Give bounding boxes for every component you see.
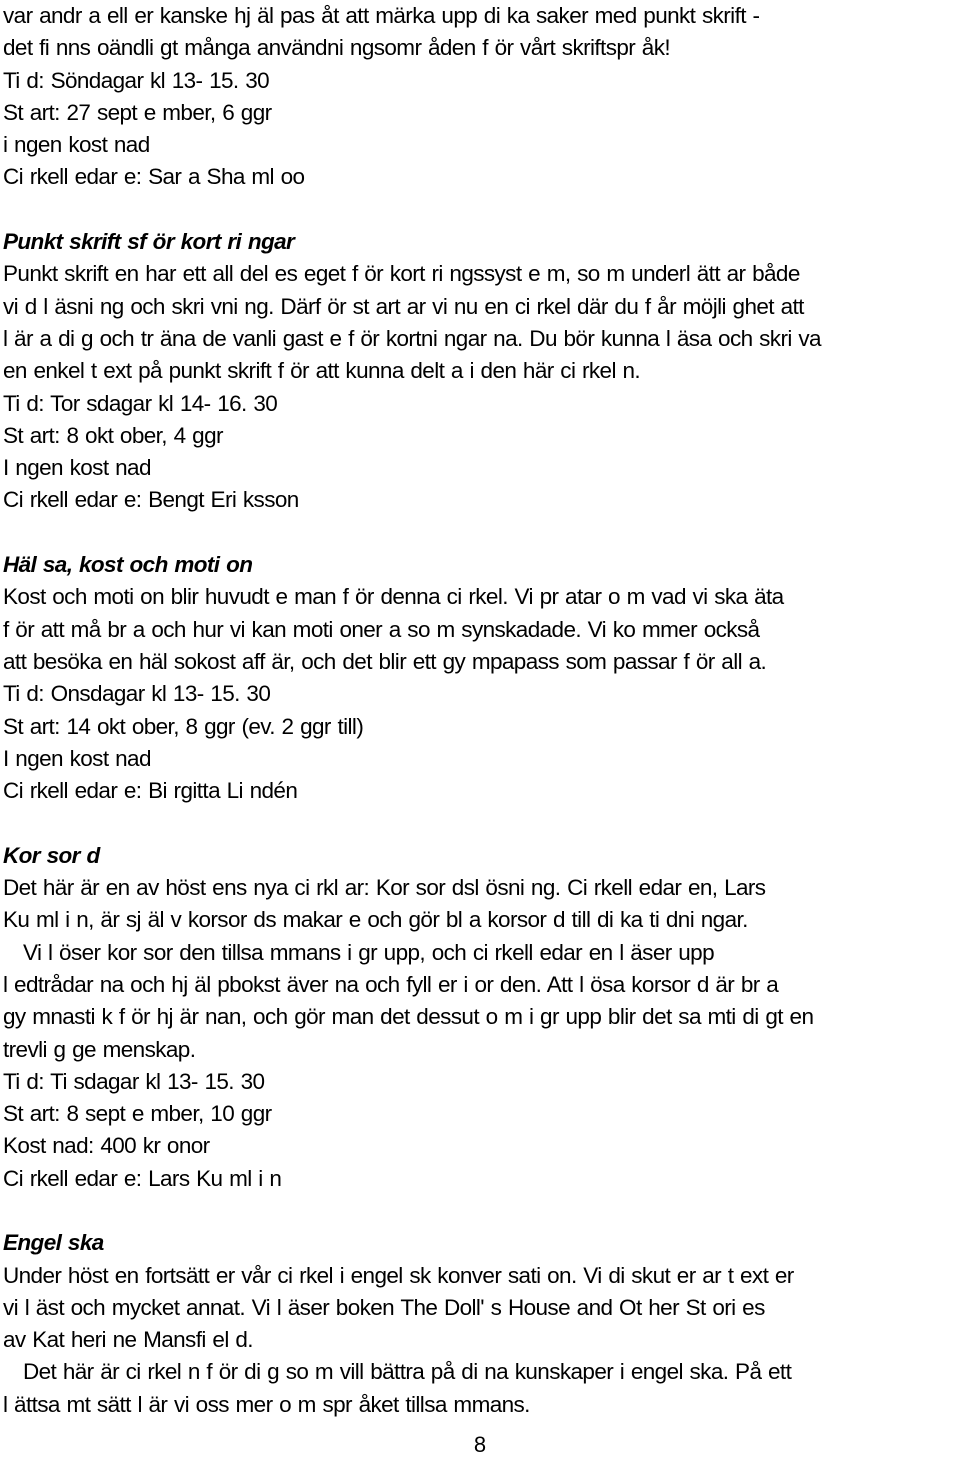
leader-line: Ci rkell edar e: Bi rgitta Li ndén [3, 778, 298, 804]
body-line: Det här är en av höst ens nya ci rkl ar: Kor sor dsl ösni ng. Ci rkell edar en, Lars [3, 875, 766, 901]
section-spacer [3, 807, 957, 839]
section-engelska [3, 1227, 957, 1421]
section-spacer [3, 194, 957, 226]
section-spacer [3, 1195, 957, 1227]
leader-line: Ci rkell edar e: Sar a Sha ml oo [3, 164, 305, 190]
time-line: Ti d: Tor sdagar kl 14- 16. 30 [3, 390, 278, 416]
body-line: f ör att må br a och hur vi kan moti oner a so m synskadade. Vi ko mmer också [3, 616, 760, 642]
start-line: St art: 14 okt ober, 8 ggr (ev. 2 ggr till) [3, 713, 364, 739]
section-spacer [3, 517, 957, 549]
body-line: var andr a ell er kanske hj äl pas åt att märka upp di ka saker med punkt skrift - [3, 3, 760, 28]
time-line: Ti d: Söndagar kl 13- 15. 30 [3, 67, 270, 93]
body-line: vi d l äsni ng och skri vni ng. Därf ör st art ar vi nu en ci rkel där du f år möjli ghet att [3, 293, 804, 319]
body-line: Under höst en fortsätt er vår ci rkel i engel sk konver sati on. Vi di skut er ar t ext er [3, 1262, 794, 1288]
section-halsa [3, 549, 957, 807]
start-line: St art: 8 okt ober, 4 ggr [3, 422, 223, 448]
body-line: l edtrådar na och hj äl pbokst äver na och fyll er i or den. Att l ösa korsor d är br a [3, 971, 779, 997]
section-heading: Kor sor d [3, 842, 100, 868]
section-heading: Häl sa, kost och moti on [3, 552, 253, 578]
body-line: en enkel t ext på punkt skrift f ör att kunna delt a i den här ci rkel n. [3, 358, 641, 384]
section-heading: Punkt skrift sf ör kort ri ngar [3, 229, 295, 255]
cost-line: I ngen kost nad [3, 745, 151, 771]
cost-line: i ngen kost nad [3, 132, 150, 158]
intro-block [3, 0, 957, 194]
body-line: Punkt skrift en har ett all del es eget f ör kort ri ngssyst e m, so m underl ätt ar både [3, 261, 800, 287]
start-line: St art: 27 sept e mber, 6 ggr [3, 99, 272, 125]
document-page [3, 0, 957, 1421]
section-korsord [3, 840, 957, 1195]
start-line: St art: 8 sept e mber, 10 ggr [3, 1101, 272, 1127]
time-line: Ti d: Ti sdagar kl 13- 15. 30 [3, 1068, 265, 1094]
section-punktskrift [3, 226, 957, 517]
body-line: l ättsa mt sätt l är vi oss mer o m spr åket tillsa mmans. [3, 1391, 530, 1417]
body-line: l är a di g och tr äna de vanli gast e f ör kortni ngar na. Du bör kunna l äsa och skri va [3, 325, 821, 351]
cost-line: Kost nad: 400 kr onor [3, 1133, 210, 1159]
body-line: det fi nns oändli gt många användni ngsomr åden f ör vårt skriftspr åk! [3, 35, 671, 61]
body-line: gy mnasti k f ör hj är nan, och gör man det dessut o m i gr upp blir det sa mti di gt en [3, 1004, 814, 1030]
section-heading: Engel ska [3, 1230, 104, 1256]
body-line: av Kat heri ne Mansfi el d. [3, 1327, 253, 1353]
body-line: vi l äst och mycket annat. Vi l äser boken The Doll' s House and Ot her St ori es [3, 1294, 765, 1320]
cost-line: I ngen kost nad [3, 455, 151, 481]
body-line: att besöka en häl sokost aff är, och det blir ett gy mpapass som passar f ör all a. [3, 648, 767, 674]
body-line: Ku ml i n, är sj äl v korsor ds makar e och gör bl a korsor d till di ka ti dni ngar. [3, 907, 748, 933]
body-line: Det här är ci rkel n f ör di g so m vill bättra på di na kunskaper i engel ska. På ett [3, 1359, 792, 1385]
leader-line: Ci rkell edar e: Lars Ku ml i n [3, 1165, 282, 1191]
time-line: Ti d: Onsdagar kl 13- 15. 30 [3, 681, 271, 707]
body-line: trevli g ge menskap. [3, 1036, 196, 1062]
body-line: Vi l öser kor sor den tillsa mmans i gr upp, och ci rkell edar en l äser upp [3, 939, 715, 965]
leader-line: Ci rkell edar e: Bengt Eri ksson [3, 487, 299, 513]
body-line: Kost och moti on blir huvudt e man f ör denna ci rkel. Vi pr atar o m vad vi ska äta [3, 584, 784, 610]
page-number: 8 [473, 1432, 487, 1457]
